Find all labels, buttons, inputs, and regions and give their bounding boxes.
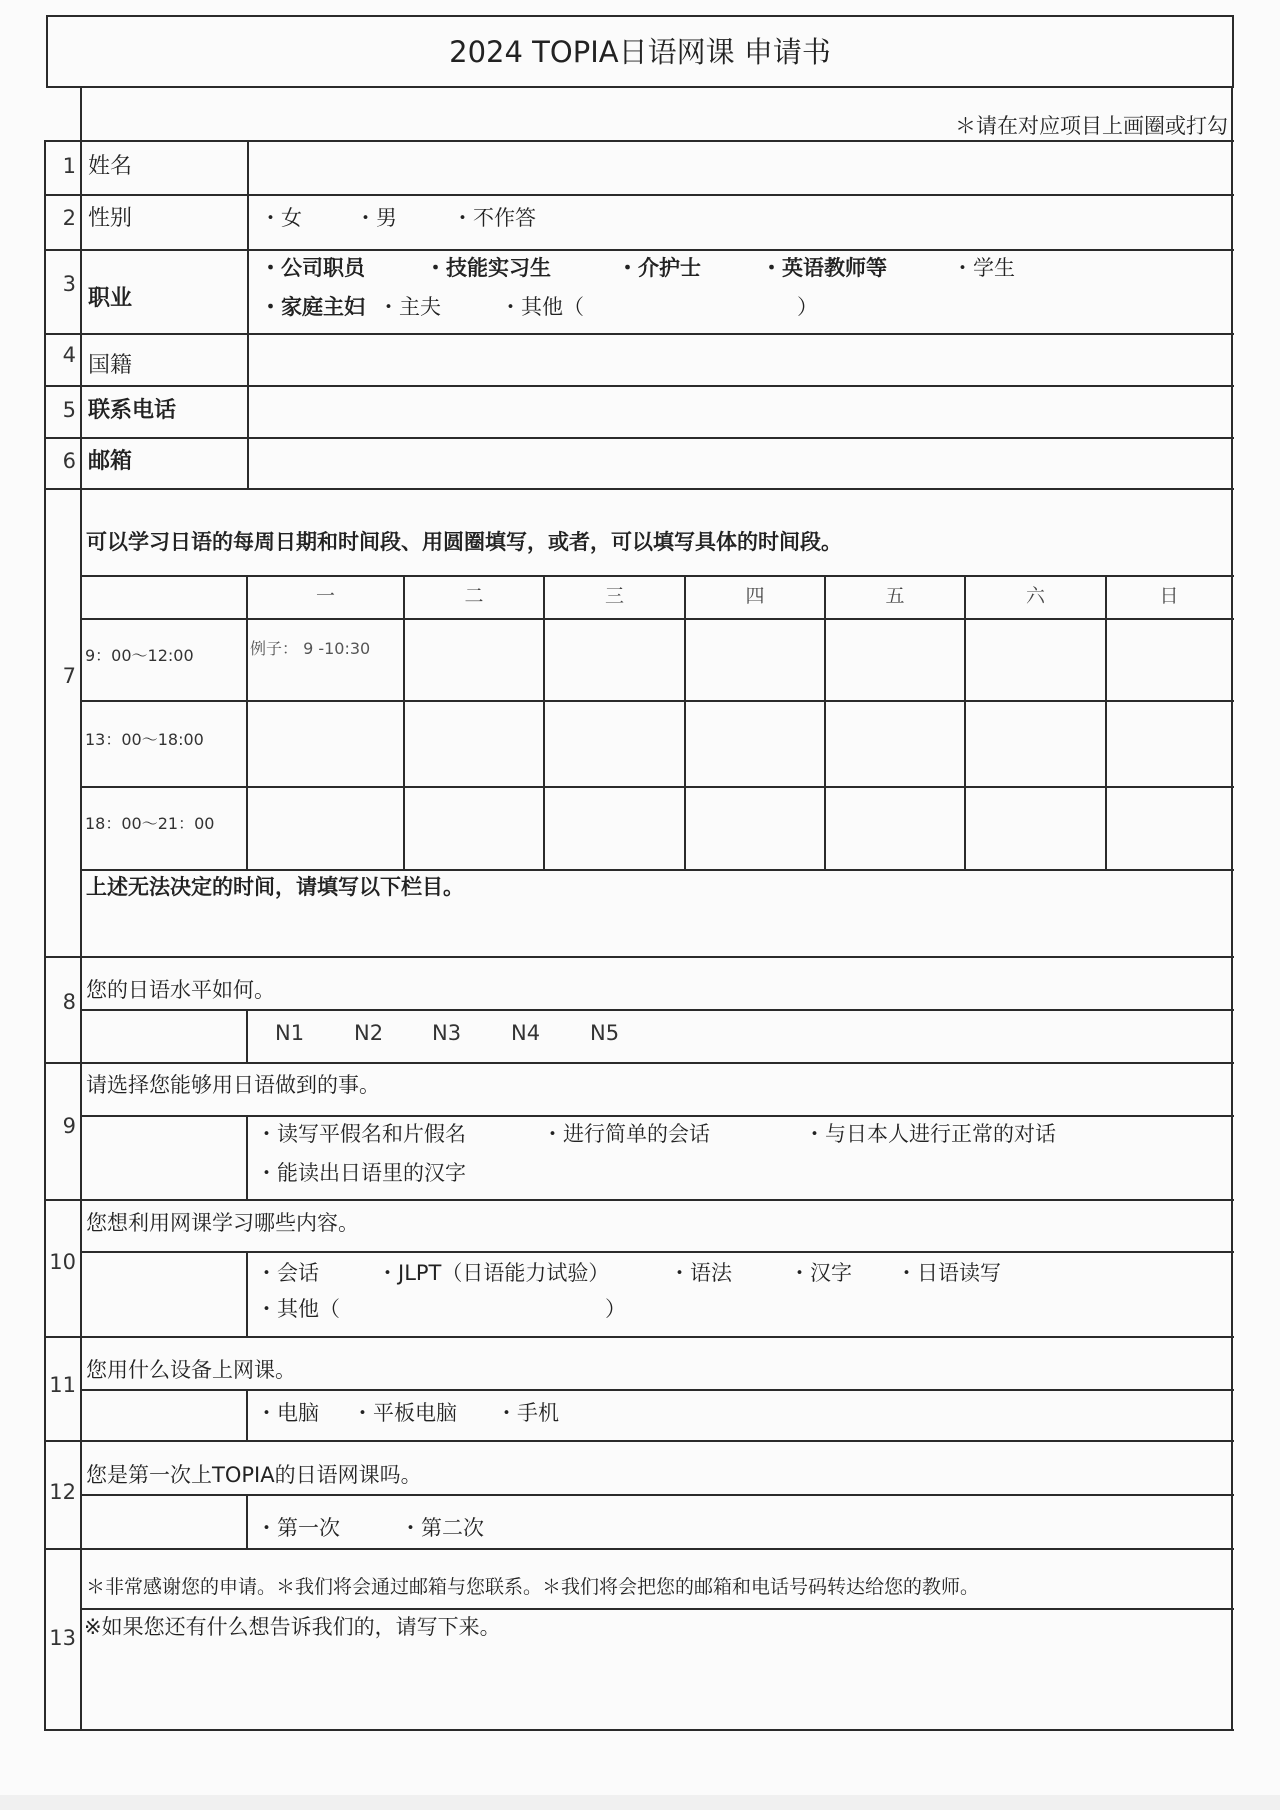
row-line	[44, 437, 1234, 439]
undecided-time-prompt: 上述无法决定的时间，请填写以下栏目。	[86, 875, 464, 899]
device-option-computer[interactable]: ・电脑	[256, 1401, 319, 1425]
row-line	[44, 1440, 1234, 1442]
schedule-col-line	[543, 575, 545, 869]
content-option-grammar[interactable]: ・语法	[669, 1261, 732, 1285]
undecided-time-input[interactable]	[86, 905, 1230, 957]
outer-bottom-border	[44, 1729, 1234, 1731]
label-column-divider	[247, 140, 249, 488]
inner-line	[80, 700, 1234, 702]
row-number-10: 10	[49, 1250, 76, 1274]
answer-column-divider	[246, 1389, 248, 1440]
q12-question: 您是第一次上TOPIA的日语网课吗。	[86, 1463, 422, 1487]
experience-option-first[interactable]: ・第一次	[256, 1516, 340, 1540]
schedule-col-line	[684, 575, 686, 869]
content-other-input[interactable]	[345, 1295, 604, 1327]
inner-line	[80, 1389, 1234, 1391]
nationality-input[interactable]	[252, 338, 1231, 384]
row-line	[44, 1336, 1234, 1338]
jlpt-option-n4[interactable]: N4	[511, 1021, 541, 1045]
occupation-option-technical-intern[interactable]: ・技能实习生	[425, 256, 551, 280]
content-other-close-paren: ）	[605, 1297, 626, 1321]
inner-line	[80, 618, 1234, 620]
jlpt-option-n2[interactable]: N2	[354, 1021, 384, 1045]
device-option-tablet[interactable]: ・平板电脑	[352, 1401, 457, 1425]
occupation-option-other[interactable]: ・其他（	[500, 295, 584, 319]
form-title: 2024 TOPIA日语网课 申请书	[449, 35, 831, 69]
row-number-1: 1	[62, 154, 76, 178]
gender-option-female[interactable]: ・女	[260, 206, 302, 230]
schedule-col-line	[824, 575, 826, 869]
jlpt-option-n1[interactable]: N1	[275, 1021, 305, 1045]
day-header-sun: 日	[1159, 585, 1179, 607]
comments-input[interactable]	[86, 1645, 1230, 1729]
thanks-notice: ＊非常感谢您的申请。＊我们将会通过邮箱与您联系。＊我们将会把您的邮箱和电话号码转达给您的教师。	[86, 1576, 980, 1598]
inner-line	[80, 1608, 1234, 1610]
occupation-option-english-teacher[interactable]: ・英语教师等	[761, 256, 887, 280]
email-label: 邮箱	[88, 449, 133, 474]
row-number-11: 11	[49, 1373, 76, 1397]
experience-option-second[interactable]: ・第二次	[400, 1516, 484, 1540]
ability-option-normal-conversation[interactable]: ・与日本人进行正常的对话	[804, 1122, 1056, 1146]
time-slot-afternoon: 13：00～18:00	[85, 730, 204, 749]
row-number-2: 2	[62, 206, 76, 230]
day-header-thu: 四	[745, 585, 765, 607]
occupation-option-caregiver[interactable]: ・介护士	[617, 256, 701, 280]
row-number-9: 9	[62, 1114, 76, 1138]
row-number-3: 3	[62, 272, 76, 296]
day-header-wed: 三	[604, 585, 624, 607]
time-slot-evening: 18：00～21：00	[85, 814, 215, 833]
row-number-12: 12	[49, 1480, 76, 1504]
instruction-note: ＊请在对应项目上画圈或打勾	[955, 114, 1228, 138]
row-number-7: 7	[62, 664, 76, 688]
row-line	[44, 1062, 1234, 1064]
content-option-conversation[interactable]: ・会话	[256, 1261, 319, 1285]
content-option-reading-writing[interactable]: ・日语读写	[896, 1261, 1001, 1285]
content-option-other[interactable]: ・其他（	[256, 1297, 340, 1321]
day-header-tue: 二	[464, 585, 484, 607]
q10-question: 您想利用网课学习哪些内容。	[86, 1211, 359, 1235]
comments-prompt: ※如果您还有什么想告诉我们的，请写下来。	[84, 1615, 501, 1639]
time-slot-morning: 9：00～12:00	[85, 646, 194, 665]
occupation-option-student[interactable]: ・学生	[952, 256, 1015, 280]
inner-line	[80, 1115, 1234, 1117]
inner-line	[80, 1494, 1234, 1496]
page-edge	[0, 1795, 1280, 1810]
gender-option-male[interactable]: ・男	[355, 206, 397, 230]
row-line	[44, 1199, 1234, 1201]
gender-option-no-answer[interactable]: ・不作答	[452, 206, 536, 230]
email-input[interactable]	[252, 442, 1231, 487]
row-number-6: 6	[62, 449, 76, 473]
occupation-option-company-employee[interactable]: ・公司职员	[260, 256, 365, 280]
day-header-fri: 五	[885, 585, 905, 607]
q9-question: 请选择您能够用日语做到的事。	[86, 1073, 380, 1097]
content-option-jlpt[interactable]: ・JLPT（日语能力试验）	[377, 1261, 610, 1285]
row-line	[44, 333, 1234, 335]
row-line	[44, 249, 1234, 251]
schedule-col-line	[403, 575, 405, 869]
q11-question: 您用什么设备上网课。	[86, 1358, 296, 1382]
answer-column-divider	[246, 1009, 248, 1062]
inner-line	[80, 869, 1234, 871]
row-line	[44, 194, 1234, 196]
inner-line	[80, 1251, 1234, 1253]
nationality-label: 国籍	[88, 353, 133, 378]
occupation-label: 职业	[88, 286, 133, 311]
row-line	[44, 140, 1234, 142]
answer-column-divider	[246, 1494, 248, 1548]
row-number-5: 5	[62, 398, 76, 422]
name-input[interactable]	[252, 145, 1231, 193]
occupation-other-close-paren: ）	[797, 295, 818, 319]
inner-line	[80, 786, 1234, 788]
jlpt-option-n5[interactable]: N5	[590, 1021, 620, 1045]
ability-option-read-kanji[interactable]: ・能读出日语里的汉字	[256, 1161, 466, 1185]
row-line	[44, 385, 1234, 387]
jlpt-option-n3[interactable]: N3	[432, 1021, 462, 1045]
occupation-other-input[interactable]	[590, 293, 794, 325]
inner-line	[80, 1009, 1234, 1011]
ability-option-kana[interactable]: ・读写平假名和片假名	[256, 1122, 466, 1146]
phone-input[interactable]	[252, 390, 1231, 436]
answer-column-divider	[246, 1115, 248, 1199]
row-number-4: 4	[62, 343, 76, 367]
row-number-13: 13	[49, 1626, 76, 1650]
device-option-phone[interactable]: ・手机	[496, 1401, 559, 1425]
ability-option-simple-conversation[interactable]: ・进行简单的会话	[542, 1122, 710, 1146]
day-header-mon: 一	[315, 585, 335, 607]
day-header-sat: 六	[1025, 585, 1045, 607]
row-line	[44, 488, 1234, 490]
q8-question: 您的日语水平如何。	[86, 978, 275, 1002]
schedule-example: 例子： 9 -10:30	[250, 639, 371, 658]
schedule-col-line	[246, 575, 248, 869]
schedule-prompt: 可以学习日语的每周日期和时间段、用圆圈填写，或者，可以填写具体的时间段。	[86, 530, 842, 554]
schedule-col-line	[964, 575, 966, 869]
occupation-option-househusband[interactable]: ・主夫	[378, 295, 441, 319]
content-option-kanji[interactable]: ・汉字	[789, 1261, 852, 1285]
phone-label: 联系电话	[88, 398, 177, 423]
gender-label: 性别	[88, 206, 133, 231]
schedule-col-line	[1105, 575, 1107, 869]
row-number-8: 8	[62, 990, 76, 1014]
row-line	[44, 1548, 1234, 1550]
answer-column-divider	[246, 1251, 248, 1336]
name-label: 姓名	[88, 154, 133, 179]
inner-line	[80, 575, 1234, 577]
occupation-option-housewife[interactable]: ・家庭主妇	[260, 295, 365, 319]
